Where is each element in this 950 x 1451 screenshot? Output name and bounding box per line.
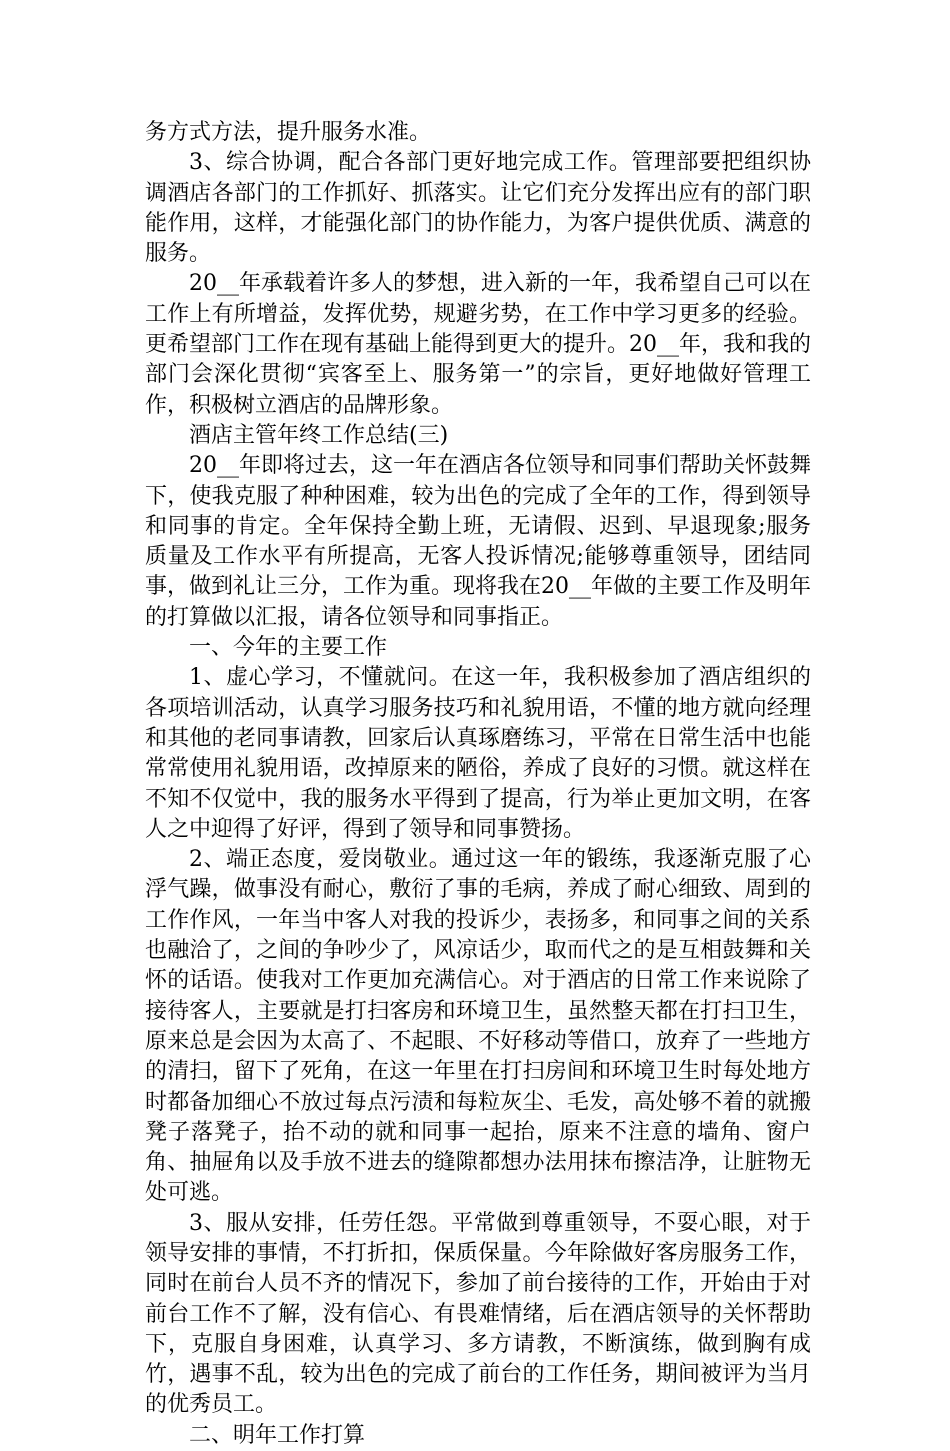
heading-main-work: 一、今年的主要工作 (189, 635, 388, 661)
paragraph-item-3-coordination: 3、综合协调，配合各部门更好地完成工作。管理部要把组织协调酒店各部门的工作抓好、抓落实。让它们充分发挥出应有的部门职能作用，这样，才能强化部门的协作能力，为客户提供优质、满意的服务。 (145, 150, 811, 267)
heading-next-year-plan: 二、明年工作打算 (189, 1422, 366, 1448)
document-body (145, 118, 811, 1451)
paragraph-new-year-hopes: 20__年承载着许多人的梦想，进入新的一年，我希望自己可以在工作上有所增益，发挥优势，规避劣势，在工作中学习更多的经验。更希望部门工作在现有基础上能得到更大的提升。20__年，我和我的部门会深化贯彻“宾客至上、服务第一”的宗旨，更好地做好管理工作，积极树立酒店的品牌形象。 (145, 271, 811, 418)
paragraph-item-1-learning: 1、虚心学习，不懂就问。在这一年，我积极参加了酒店组织的各项培训活动，认真学习服务技巧和礼貌用语，不懂的地方就向经理和其他的老同事请教，回家后认真琢磨练习，平常在日常生活中也能常常使用礼貌用语，改掉原来的陋俗，养成了良好的习惯。就这样在不知不仅觉中，我的服务水平得到了提高，行为举止更加文明，在客人之中迎得了好评，得到了领导和同事赞扬。 (145, 665, 811, 842)
section-title-summary-three: 酒店主管年终工作总结(三) (189, 422, 449, 448)
paragraph-item-2-attitude: 2、端正态度，爱岗敬业。通过这一年的锻练，我逐渐克服了心浮气躁，做事没有耐心，敷衍了事的毛病，养成了耐心细致、周到的工作作风，一年当中客人对我的投诉少，表扬多，和同事之间的关系也融洽了，之间的争吵少了，风凉话少，取而代之的是互相鼓舞和关怀的话语。使我对工作更加充满信心。对于酒店的日常工作来说除了接待客人，主要就是打扫客房和环境卫生，虽然整天都在打扫卫生，原来总是会因为太高了、不起眼、不好移动等借口，放弃了一些地方的清扫，留下了死角，在这一年里在打扫房间和环境卫生时每处地方时都备加细心不放过每点污渍和每粒灰尘、毛发，高处够不着的就搬凳子落凳子，抬不动的就和同事一起抬，原来不注意的墙角、窗户角、抽屉角以及手放不进去的缝隙都想办法用抹布擦洁净，让脏物无处可逃。 (145, 847, 811, 1206)
paragraph-continuation: 务方式方法，提升服务水准。 (145, 120, 432, 145)
paragraph-item-3-arrangement: 3、服从安排，任劳任怨。平常做到尊重领导，不耍心眼，对于领导安排的事情，不打折扣，保质保量。今年除做好客房服务工作，同时在前台人员不齐的情况下，参加了前台接待的工作，开始由于对前台工作不了解，没有信心、有畏难情绪，后在酒店领导的关怀帮助下，克服自身困难，认真学习、多方请教，不断演练，做到胸有成竹，遇事不乱，较为出色的完成了前台的工作任务，期间被评为当月的优秀员工。 (145, 1210, 811, 1418)
paragraph-intro: 20__年即将过去，这一年在酒店各位领导和同事们帮助关怀鼓舞下，使我克服了种种困难，较为出色的完成了全年的工作，得到领导和同事的肯定。全年保持全勤上班，无请假、迟到、早退现象;服务质量及工作水平有所提高，无客人投诉情况;能够尊重领导，团结同事，做到礼让三分，工作为重。现将我在20__年做的主要工作及明年的打算做以汇报，请各位领导和同事指正。 (145, 453, 811, 630)
